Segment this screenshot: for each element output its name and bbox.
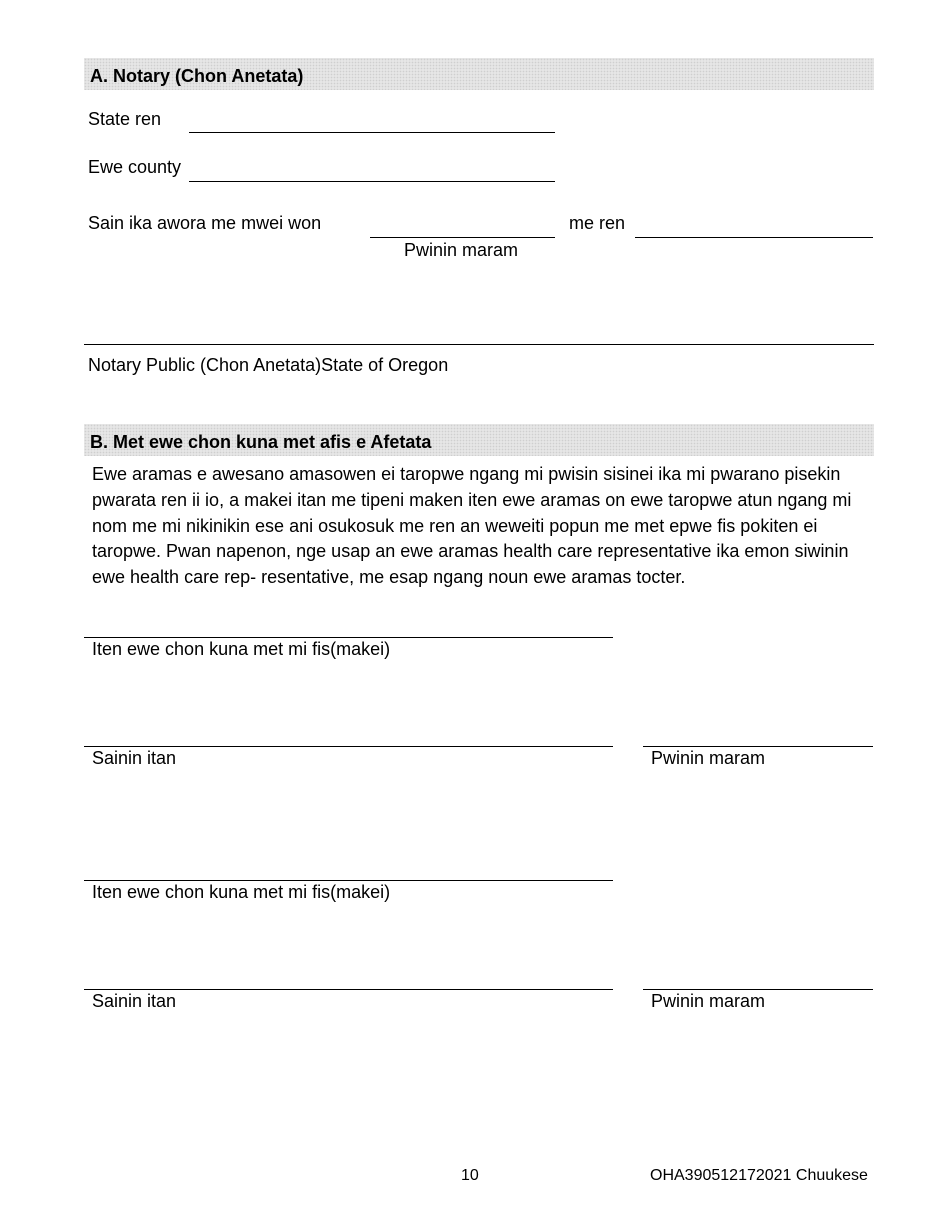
witness-statement-paragraph: Ewe aramas e awesano amasowen ei taropwe ngang mi pwisin sisinei ika mi pwarano pisekin pwarata ren ii io, a makei itan me tipeni maken iten ewe aramas on ewe taropwe atun ngang mi nom me mi nikinikin ese ani osukosuk me ren an weweiti popun me met epwe fis pokiten ei taropwe. Pwan napenon, nge usap an ewe aramas health care representative ika emon siwinin ewe health care rep- resentative, me esap ngang noun ewe aramas tocter.	[92, 464, 852, 588]
notary-signature-line[interactable]	[84, 344, 874, 345]
notary-caption: Notary Public (Chon Anetata)State of Oregon	[88, 355, 449, 375]
county-label: Ewe county	[88, 157, 182, 177]
section-b-header: B. Met ewe chon kuna met afis e Afetata	[84, 424, 874, 456]
witness-2-name-label: Iten ewe chon kuna met mi fis(makei)	[92, 882, 391, 902]
state-field-line[interactable]	[189, 132, 555, 133]
sign-date-caption: Pwinin maram	[404, 240, 519, 260]
page-number: 10	[461, 1167, 479, 1184]
county-field-line[interactable]	[189, 181, 555, 182]
witness-1-date-label: Pwinin maram	[651, 748, 766, 768]
state-label: State ren	[88, 109, 162, 129]
me-ren-field-line[interactable]	[635, 237, 873, 238]
me-ren-label: me ren	[569, 213, 626, 233]
section-a-header: A. Notary (Chon Anetata)	[84, 58, 874, 90]
witness-2-date-label: Pwinin maram	[651, 991, 766, 1011]
sign-date-label: Sain ika awora me mwei won	[88, 213, 322, 233]
witness-1-name-label: Iten ewe chon kuna met mi fis(makei)	[92, 639, 391, 659]
witness-2-signature-label: Sainin itan	[92, 991, 177, 1011]
sign-date-field-line[interactable]	[370, 237, 555, 238]
document-code: OHA390512172021 Chuukese	[650, 1167, 868, 1184]
witness-1-signature-label: Sainin itan	[92, 748, 177, 768]
